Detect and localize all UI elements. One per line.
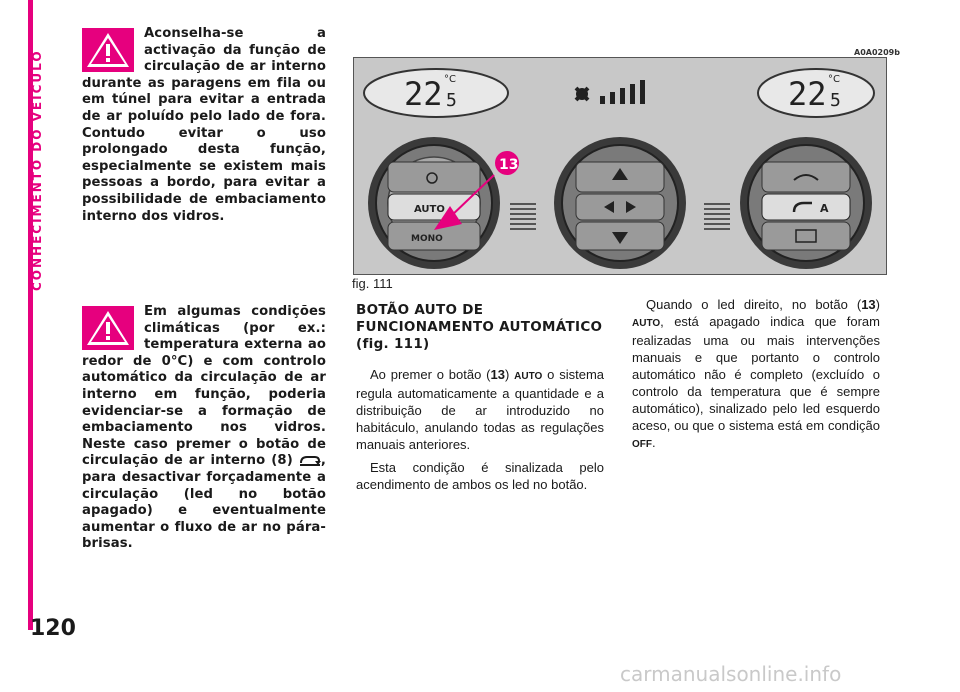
left-knob <box>368 137 500 269</box>
fan-speed-indicator <box>576 80 645 104</box>
warning-1-text: Aconselha-se a activação da função de circulação de ar interno durante as paragens em fila ou em túnel para evitar a entrada de ar poluído pelo lado de fora. Contudo evitar o uso prolongado desta função, especialmente se existem mais pessoas a bordo, para evitar a possibilidade de embaciamento interno dos vidros. <box>82 26 326 224</box>
warning-box-2 <box>82 304 326 553</box>
right-knob <box>740 137 872 269</box>
climate-control-illustration <box>354 58 886 274</box>
auto-button-label: AUTO <box>414 204 445 215</box>
section-title: CONHECIMENTO DO VEÍCULO <box>30 49 44 291</box>
mono-button-label: MONO <box>411 234 443 244</box>
center-knob <box>554 137 686 269</box>
left-temp-unit: °C <box>444 74 456 85</box>
watermark: carmanualsonline.info <box>620 662 842 686</box>
warning-triangle-icon <box>82 306 134 350</box>
a-button-label: A <box>820 202 829 215</box>
col2-paragraph-1: Quando o led direito, no botão (13) AUTO, está apagado indica que foram realizadas uma ou mais intervenções manuais e que portanto o controlo automático não é completo (excluído o controlo da temperatura que é sempre automático), sinalizado pelo led esquerdo aceso, ou que o sistema está em condição OFF. <box>632 297 880 450</box>
warning-box-1 <box>82 26 326 225</box>
left-temp-digits: 22 <box>404 75 443 113</box>
column-1-text <box>356 366 604 499</box>
warning-2-text-before: Em algumas condições climáticas (por ex.: temperatura externa ao redor de 0°C) e com controlo automático da circulação de ar interno em função, poderia evidenciar-se a formação de embaciamento nos vidros. Neste caso premer o botão de circulação de ar interno (8) <box>82 304 326 469</box>
figure-code: A0A0209b <box>854 48 900 57</box>
heading-figure-ref: (fig. 111) <box>356 336 430 352</box>
recirculation-icon <box>299 455 321 466</box>
right-temp-unit: °C <box>828 74 840 85</box>
right-temp-decimal: 5 <box>830 90 841 111</box>
heading-title: BOTÃO AUTO DE FUNCIONAMENTO AUTOMÁTICO <box>356 302 603 335</box>
page-number: 120 <box>30 616 76 641</box>
col1-paragraph-2: Esta condição é sinalizada pelo acendimento de ambos os led no botão. <box>356 460 604 492</box>
section-heading <box>356 302 606 353</box>
figure-111-climate-panel <box>353 57 887 275</box>
callout-13-text: 13 <box>499 157 519 173</box>
right-temp-digits: 22 <box>788 75 827 113</box>
warning-triangle-icon <box>82 28 134 72</box>
col1-paragraph-1: Ao premer o botão (13) AUTO o sistema regula automaticamente a quantidade e a distribuição de ar introduzido no habitáculo, anulando todas as regulações manuais anteriores. <box>356 367 604 452</box>
left-temp-decimal: 5 <box>446 90 457 111</box>
warning-2-text-after: , para desactivar forçadamente a circulação (led no botão apagado) e eventualmente aumentar o fluxo de ar no pára-brisas. <box>82 453 326 552</box>
column-2-text <box>632 296 880 459</box>
figure-caption: fig. 111 <box>352 276 393 291</box>
